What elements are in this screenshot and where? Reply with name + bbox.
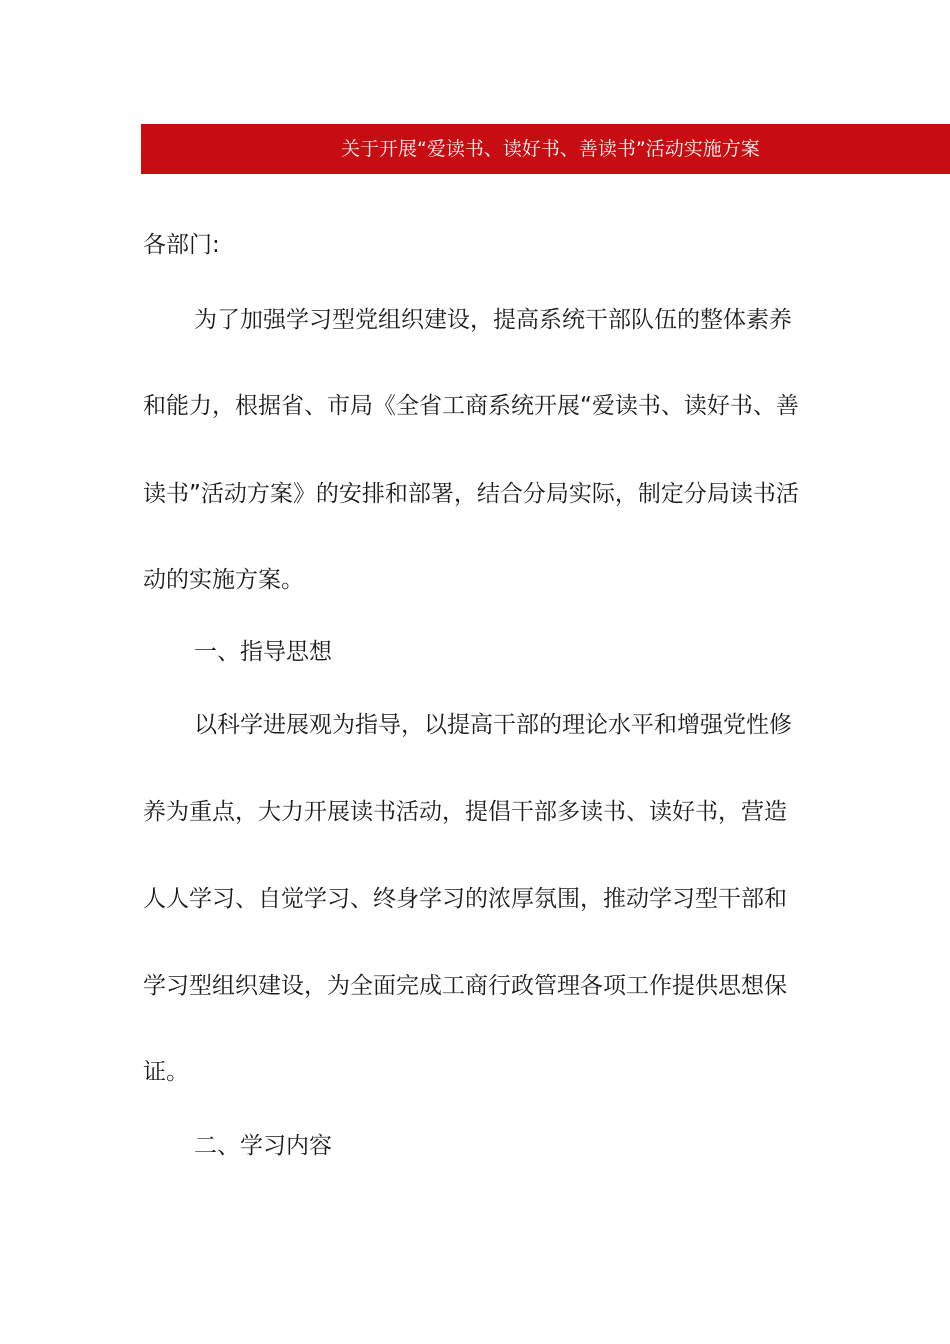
paragraph-line: 养为重点，大力开展读书活动，提倡干部多读书、读好书，营造 [143,799,787,825]
paragraph-line: 人人学习、自觉学习、终身学习的浓厚氛围，推动学习型干部和 [143,886,787,912]
paragraph-line: 证。 [143,1059,189,1085]
paragraph-line: 动的实施方案。 [143,567,304,593]
paragraph-line: 以科学进展观为指导，以提高干部的理论水平和增强党性修 [194,712,792,738]
salutation: 各部门: [143,232,220,258]
document-title: 关于开展“爱读书、读好书、善读书”活动实施方案 [341,138,760,160]
paragraph-line: 读书”活动方案》的安排和部署，结合分局实际，制定分局读书活 [143,481,799,507]
paragraph-line: 学习型组织建设，为全面完成工商行政管理各项工作提供思想保 [143,973,787,999]
paragraph-line: 为了加强学习型党组织建设，提高系统干部队伍的整体素养 [194,307,792,333]
title-banner [141,124,950,174]
paragraph-line: 和能力，根据省、市局《全省工商系统开展“爱读书、读好书、善 [143,393,799,419]
section-heading: 一、指导思想 [194,639,332,665]
section-heading: 二、学习内容 [194,1133,332,1159]
